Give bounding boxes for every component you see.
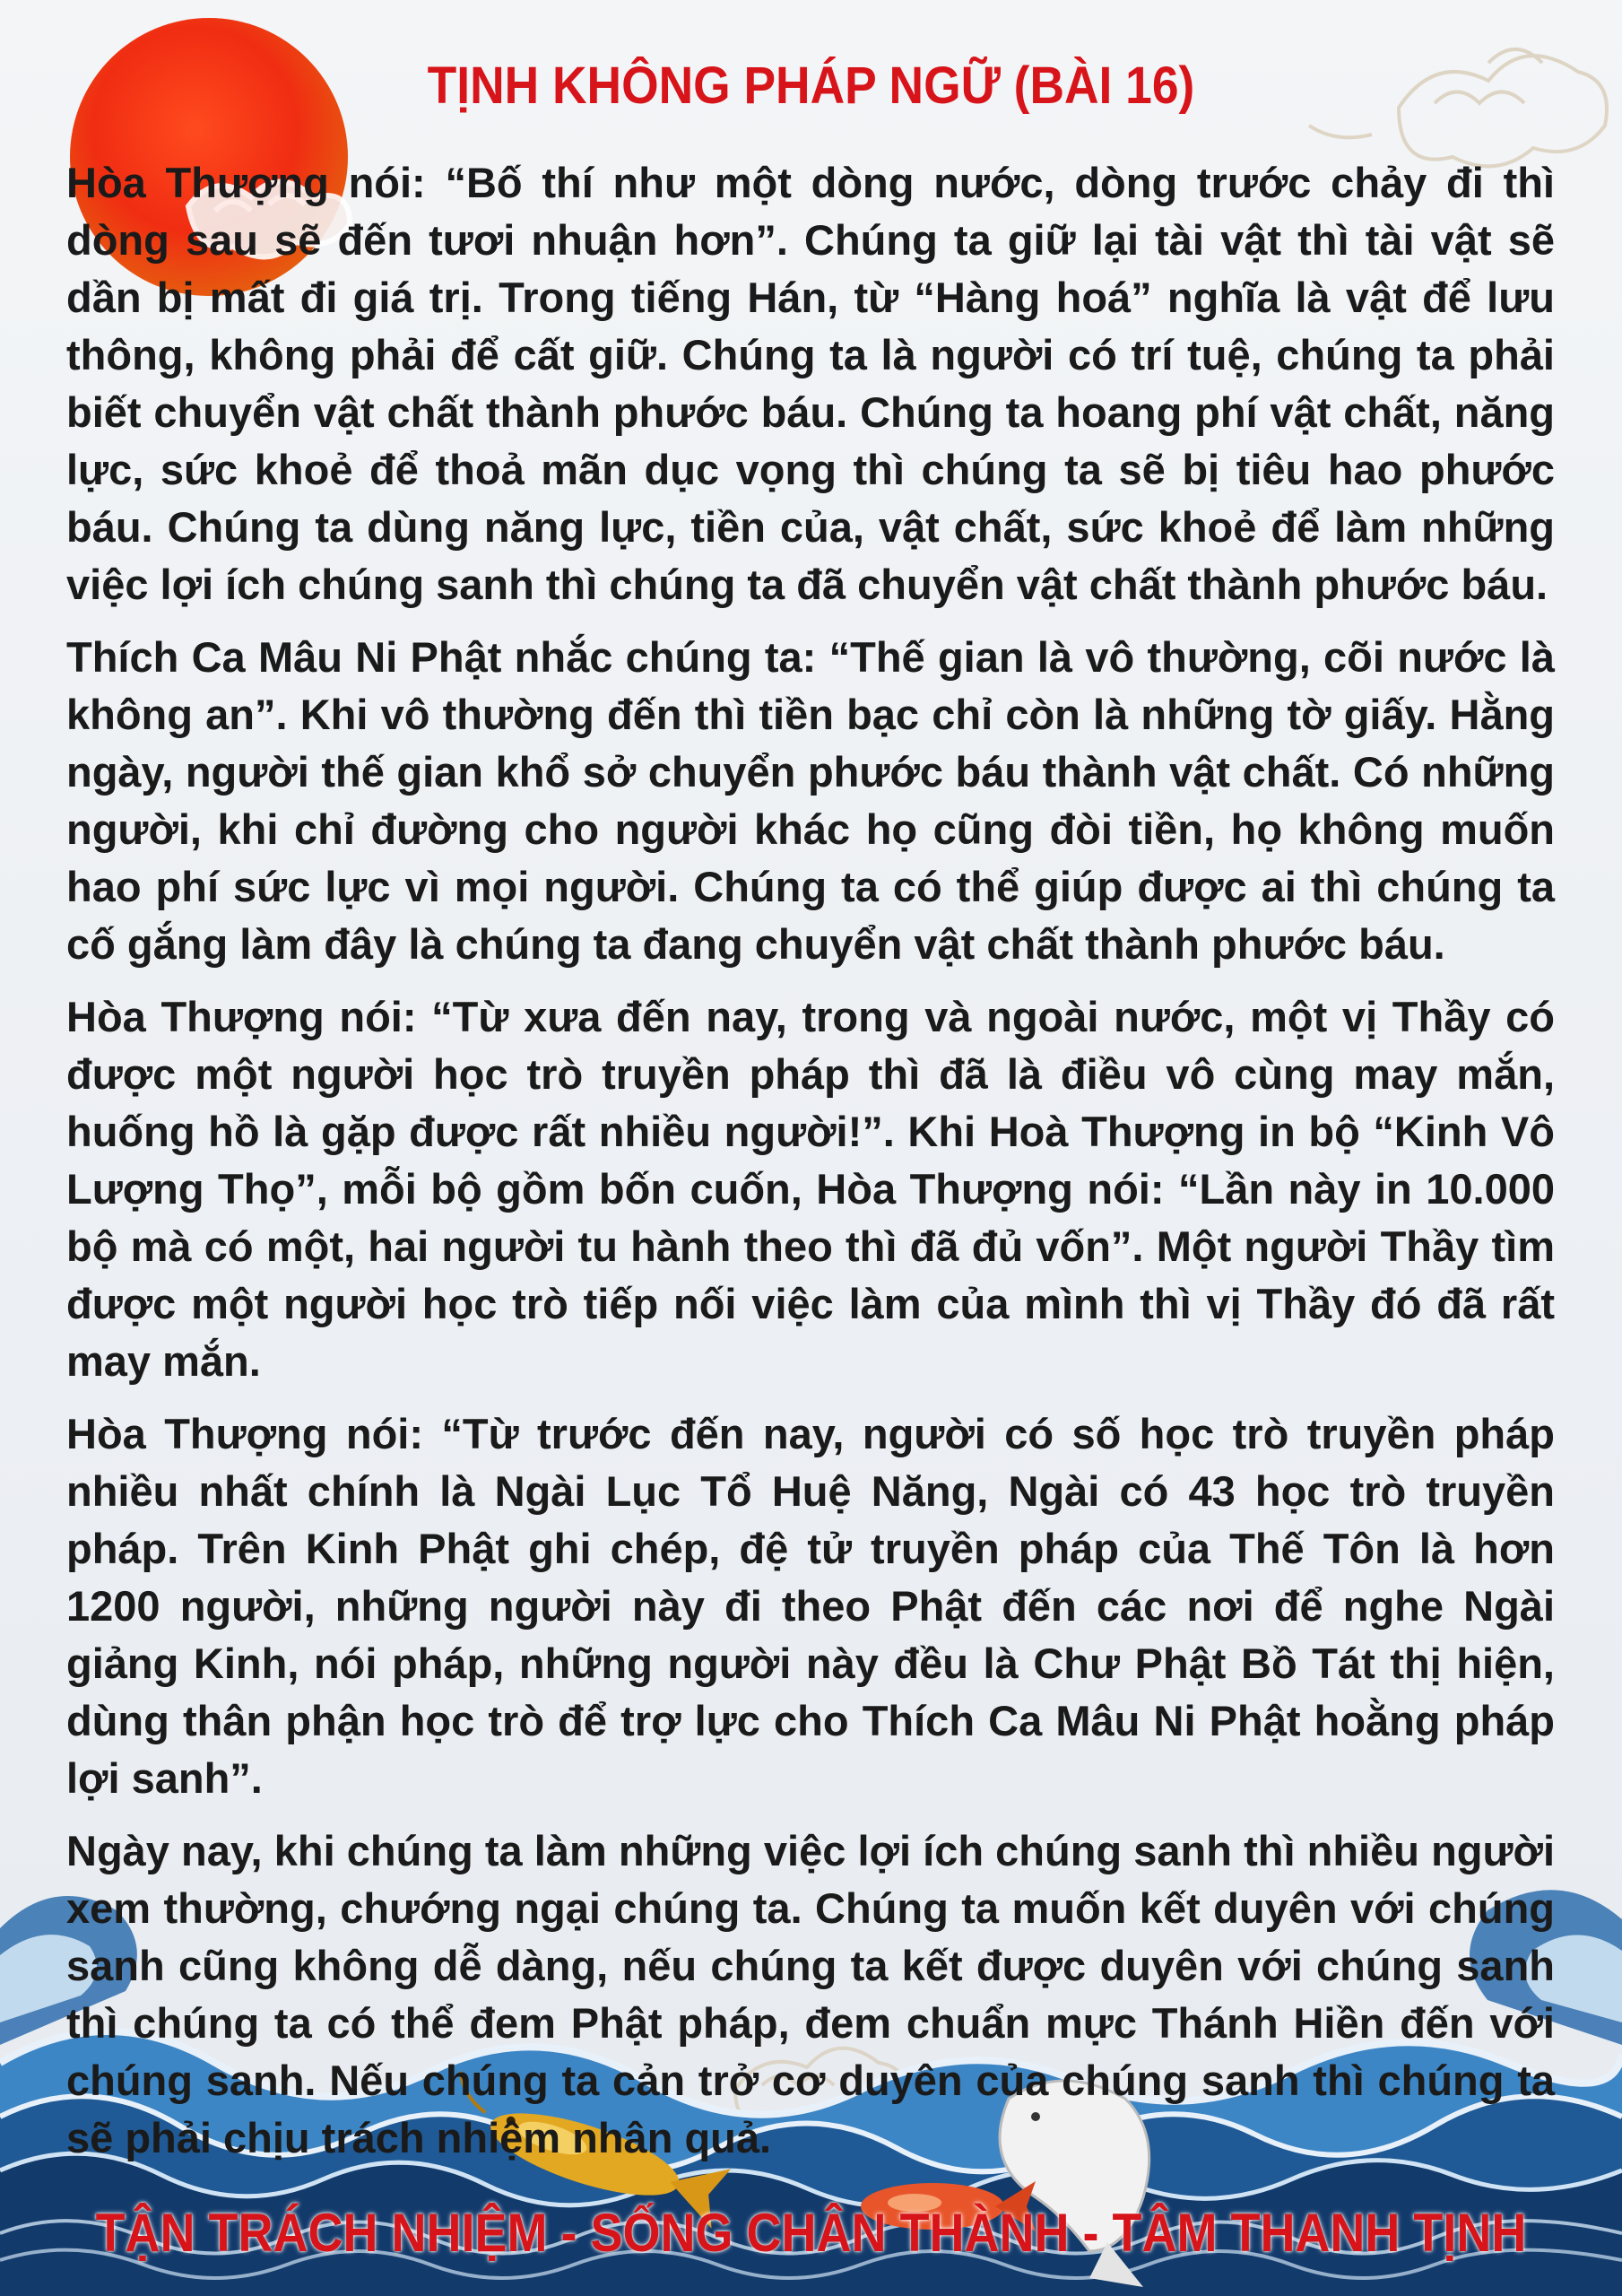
article-body bbox=[66, 154, 1555, 2182]
paragraph: Ngày nay, khi chúng ta làm những việc lợi ích chúng sanh thì nhiều người xem thường, chướng ngại chúng ta. Chúng ta muốn kết duyên với chúng sanh cũng không dễ dàng, nếu chúng ta kết được duyên với chúng sanh thì chúng ta có thể đem Phật pháp, đem chuẩn mực Thánh Hiền đến với chúng sanh. Nếu chúng ta cản trở cơ duyên của chúng sanh thì chúng ta sẽ phải chịu trách nhiệm nhân quả. bbox=[66, 1827, 1555, 2161]
poster-title: TỊNH KHÔNG PHÁP NGỮ (BÀI 16) bbox=[427, 57, 1195, 115]
paragraph: Hòa Thượng nói: “Từ trước đến nay, người có số học trò truyền pháp nhiều nhất chính là Ngài Lục Tổ Huệ Năng, Ngài có 43 học trò truyền pháp. Trên Kinh Phật ghi chép, đệ tử truyền pháp của Thế Tôn là hơn 1200 người, những người này đi theo Phật đến các nơi để nghe Ngài giảng Kinh, nói pháp, những người này đều là Chư Phật Bồ Tát thị hiện, dùng thân phận học trò để trợ lực cho Thích Ca Mâu Ni Phật hoằng pháp lợi sanh”. bbox=[66, 1410, 1555, 1802]
paragraph: Hòa Thượng nói: “Từ xưa đến nay, trong và ngoài nước, một vị Thầy có được một người học trò truyền pháp thì đã là điều vô cùng may mắn, huống hồ là gặp được rất nhiều người!”. Khi Hoà Thượng in bộ “Kinh Vô Lượng Thọ”, mỗi bộ gồm bốn cuốn, Hòa Thượng nói: “Lần này in 10.000 bộ mà có một, hai người tu hành theo thì đã đủ vốn”. Một người Thầy tìm được một người học trò tiếp nối việc làm của mình thì vị Thầy đó đã rất may mắn. bbox=[66, 993, 1555, 1385]
paragraph: Hòa Thượng nói: “Bố thí như một dòng nước, dòng trước chảy đi thì dòng sau sẽ đến tươi nhuận hơn”. Chúng ta giữ lại tài vật thì tài vật sẽ dần bị mất đi giá trị. Trong tiếng Hán, từ “Hàng hoá” nghĩa là vật để lưu thông, không phải để cất giữ. Chúng ta là người có trí tuệ, chúng ta phải biết chuyển vật chất thành phước báu. Chúng ta hoang phí vật chất, năng lực, sức khoẻ để thoả mãn dục vọng thì chúng ta sẽ bị tiêu hao phước báu. Chúng ta dùng năng lực, tiền của, vật chất, sức khoẻ để làm những việc lợi ích chúng sanh thì chúng ta đã chuyển vật chất thành phước báu. bbox=[66, 159, 1555, 608]
footer-slogan: TẬN TRÁCH NHIỆM - SỐNG CHÂN THÀNH - TÂM THANH TỊNH bbox=[95, 2203, 1527, 2263]
paragraph: Thích Ca Mâu Ni Phật nhắc chúng ta: “Thế gian là vô thường, cõi nước là không an”. Khi vô thường đến thì tiền bạc chỉ còn là những tờ giấy. Hằng ngày, người thế gian khổ sở chuyển phước báu thành vật chất. Có những người, khi chỉ đường cho người khác họ cũng đòi tiền, họ không muốn hao phí sức lực vì mọi người. Chúng ta có thể giúp được ai thì chúng ta cố gắng làm đây là chúng ta đang chuyển vật chất thành phước báu. bbox=[66, 633, 1555, 968]
